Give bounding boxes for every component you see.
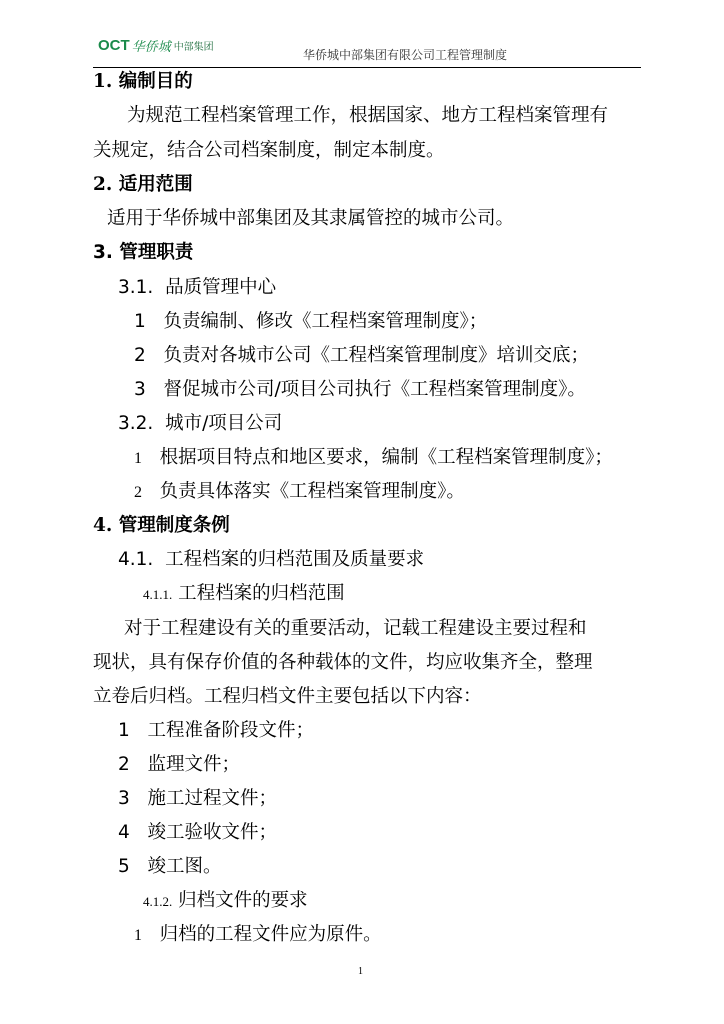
- section-4-1-1-heading: [143, 582, 345, 607]
- list-item: [134, 344, 589, 368]
- section-1-paragraph-line-1: 为规范工程档案管理工作，根据国家、地方工程档案管理有: [127, 105, 609, 126]
- list-item-number: 4: [118, 822, 130, 843]
- section-4-1-1-number: 4.1.1.: [143, 587, 173, 602]
- section-4-1-1-paragraph-line-3: 立卷后归档。工程归档文件主要包括以下内容：: [93, 686, 482, 707]
- section-4-heading: [93, 514, 230, 538]
- section-3-1-number: 3.1.: [118, 277, 154, 298]
- list-item: [134, 310, 487, 334]
- section-3-2-heading: [118, 412, 282, 436]
- list-item-number: 1: [118, 720, 130, 741]
- list-item-number: 1: [134, 450, 142, 467]
- page-header: [0, 0, 724, 68]
- list-item-text: 施工过程文件；: [147, 788, 277, 809]
- section-3-heading: [93, 241, 193, 265]
- list-item-text: 根据项目特点和地区要求，编制《工程档案管理制度》；: [159, 447, 613, 468]
- list-item: [134, 446, 613, 471]
- list-item: [134, 378, 586, 402]
- section-4-1-1-paragraph-line-2: 现状，具有保存价值的各种载体的文件，均应收集齐全，整理: [93, 652, 593, 673]
- section-4-number: 4.: [93, 515, 113, 536]
- list-item-number: 2: [118, 754, 130, 775]
- section-4-1-1-title: 工程档案的归档范围: [178, 583, 345, 604]
- list-item-text: 归档的工程文件应为原件。: [159, 924, 382, 945]
- list-item: [118, 753, 240, 777]
- list-item-text: 督促城市公司/项目公司执行《工程档案管理制度》。: [163, 379, 586, 400]
- list-item-number: 1: [134, 927, 142, 944]
- list-item-number: 2: [134, 484, 142, 501]
- section-2-title: 适用范围: [118, 174, 193, 195]
- list-item: [118, 719, 314, 743]
- section-4-title: 管理制度条例: [118, 515, 230, 536]
- list-item: [118, 821, 277, 845]
- section-3-title: 管理职责: [119, 242, 194, 263]
- logo-oct-text: OCT: [98, 37, 130, 54]
- company-logo: [98, 36, 214, 55]
- section-3-2-title: 城市/项目公司: [165, 413, 283, 434]
- section-4-1-1-paragraph-line-1: 对于工程建设有关的重要活动，记载工程建设主要过程和: [124, 618, 587, 639]
- section-4-1-2-heading: [143, 889, 308, 914]
- section-1-number: 1.: [93, 71, 113, 92]
- list-item-number: 2: [134, 345, 146, 366]
- list-item-number: 3: [118, 788, 130, 809]
- logo-group-text: 中部集团: [173, 42, 214, 53]
- list-item-text: 工程准备阶段文件；: [147, 720, 314, 741]
- section-3-number: 3.: [93, 242, 113, 263]
- list-item: [134, 923, 382, 948]
- section-4-1-heading: [118, 548, 424, 572]
- section-1-title: 编制目的: [118, 71, 193, 92]
- section-3-1-title: 品质管理中心: [165, 277, 277, 298]
- list-item-text: 监理文件；: [147, 754, 240, 775]
- section-1-paragraph-line-2: 关规定，结合公司档案制度，制定本制度。: [93, 140, 445, 161]
- section-2-heading: [93, 173, 193, 197]
- section-3-2-number: 3.2.: [118, 413, 154, 434]
- list-item-number: 3: [134, 379, 146, 400]
- section-4-1-title: 工程档案的归档范围及质量要求: [165, 549, 425, 570]
- list-item-text: 竣工验收文件；: [147, 822, 277, 843]
- list-item-text: 竣工图。: [147, 856, 222, 877]
- section-4-1-number: 4.1.: [118, 549, 154, 570]
- list-item: [134, 480, 465, 505]
- section-4-1-2-number: 4.1.2.: [143, 894, 173, 909]
- list-item-text: 负责编制、修改《工程档案管理制度》；: [163, 311, 488, 332]
- list-item-number: 5: [118, 856, 130, 877]
- list-item-text: 负责具体落实《工程档案管理制度》。: [159, 481, 465, 502]
- section-3-1-heading: [118, 276, 276, 300]
- section-2-paragraph: 适用于华侨城中部集团及其隶属管控的城市公司。: [107, 208, 515, 229]
- section-4-1-2-title: 归档文件的要求: [178, 890, 308, 911]
- header-title: 华侨城中部集团有限公司工程管理制度: [303, 48, 508, 62]
- header-divider: [93, 67, 641, 68]
- list-item-number: 1: [134, 311, 146, 332]
- page-number: 1: [358, 966, 363, 977]
- list-item: [118, 855, 221, 879]
- list-item-text: 负责对各城市公司《工程档案管理制度》培训交底；: [163, 345, 589, 366]
- list-item: [118, 787, 277, 811]
- section-2-number: 2.: [93, 174, 113, 195]
- section-1-heading: [93, 70, 193, 94]
- logo-brand-text: 华侨城: [131, 40, 171, 55]
